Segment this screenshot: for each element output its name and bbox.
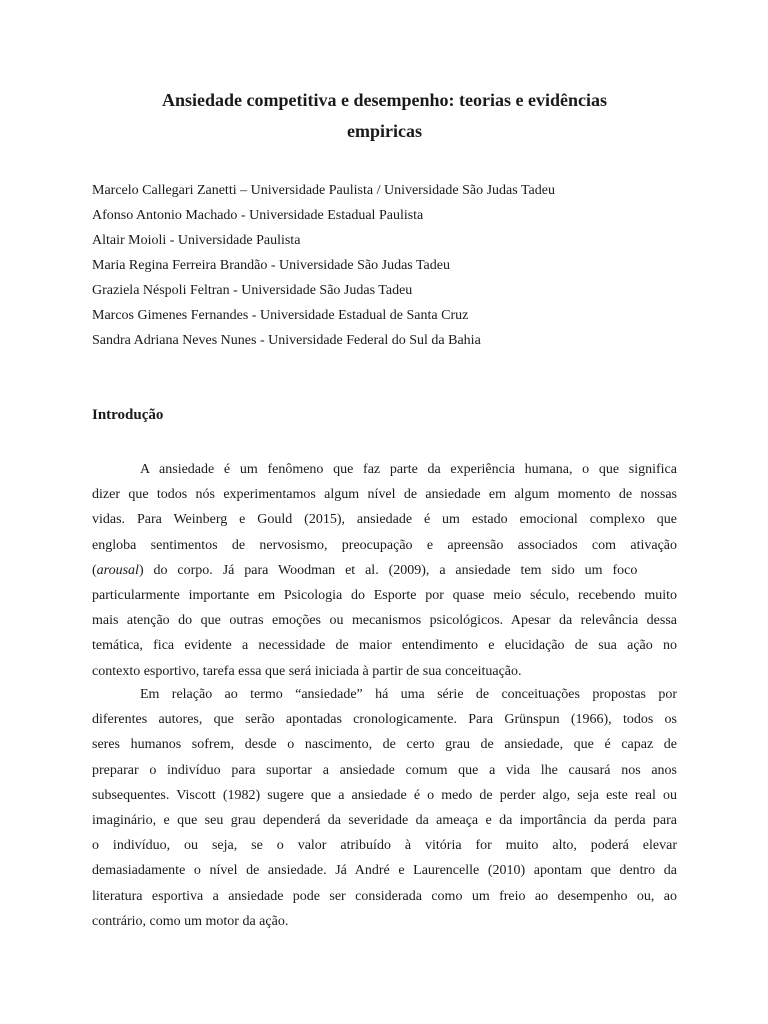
author-line: Altair Moioli - Universidade Paulista	[92, 233, 301, 248]
paragraph-line-mixed	[92, 558, 677, 583]
paragraph-line: diferentes autores, que serão apontadas cronologicamente. Para Grünspun (1966), todos os	[92, 712, 677, 728]
open-paren: (	[92, 562, 97, 578]
paper-title: Ansiedade competitiva e desempenho: teorias e evidências	[162, 90, 607, 110]
paragraph-line: dizer que todos nós experimentamos algum nível de ansiedade em algum momento de nossas	[92, 487, 677, 503]
paragraph-line: particularmente importante em Psicologia do Esporte por quase meio século, recebendo muito	[92, 587, 677, 603]
paragraph-line: literatura esportiva a ansiedade pode ser considerada como um freio ao desempenho ou, ao	[92, 888, 677, 904]
paragraph-line-rest: ) do corpo. Já para Woodman et al. (2009), a ansiedade tem sido um foco	[138, 562, 638, 578]
paragraph-line: engloba sentimentos de nervosismo, preocupação e apreensão associados com ativação	[92, 537, 677, 553]
paragraph-line: demasiadamente o nível de ansiedade. Já André e Laurencelle (2010) apontam que dentro da	[92, 863, 677, 879]
paragraph-line: A ansiedade é um fenômeno que faz parte da experiência humana, o que significa	[140, 462, 677, 477]
author-line: Marcos Gimenes Fernandes - Universidade Estadual de Santa Cruz	[92, 308, 469, 323]
paper-title-continuation: empiricas	[347, 121, 422, 141]
paragraph-line: temática, fica evidente a necessidade de maior entendimento e elucidação de sua ação no	[92, 638, 677, 654]
author-list	[92, 178, 692, 353]
author-line: Maria Regina Ferreira Brandão - Universidade São Judas Tadeu	[92, 258, 450, 273]
paragraph-line: subsequentes. Viscott (1982) sugere que a ansiedade é o medo de perder algo, seja este real ou	[92, 787, 677, 803]
paragraph-line: imaginário, e que seu grau dependerá da severidade da ameaça e da importância da perda para	[92, 812, 677, 828]
paragraph-line: o indivíduo, ou seja, se o valor atribuído à vitória for muito alto, poderá elevar	[92, 838, 677, 854]
italic-term-arousal: arousal	[96, 562, 139, 578]
paragraph-line: vidas. Para Weinberg e Gould (2015), ansiedade é um estado emocional complexo que	[92, 512, 677, 528]
author-line: Marcelo Callegari Zanetti – Universidade Paulista / Universidade São Judas Tadeu	[92, 183, 555, 198]
paragraph-line: preparar o indivíduo para suportar a ansiedade comum que a vida lhe causará nos anos	[92, 762, 677, 778]
paragraph-line: contexto esportivo, tarefa essa que será iniciada à partir de sua conceituação.	[92, 663, 522, 679]
introduction-paragraph-2	[92, 682, 677, 934]
author-line: Sandra Adriana Neves Nunes - Universidade Federal do Sul da Bahia	[92, 333, 481, 348]
introduction-paragraph-1	[92, 457, 677, 684]
author-line: Afonso Antonio Machado - Universidade Estadual Paulista	[92, 208, 424, 223]
paragraph-line: contrário, como um motor da ação.	[92, 913, 289, 929]
paragraph-line: mais atenção do que outras emoções ou mecanismos psicológicos. Apesar da relevância dessa	[92, 613, 677, 629]
paragraph-line: seres humanos sofrem, desde o nascimento, de certo grau de ansiedade, que é capaz de	[92, 737, 677, 753]
paragraph-line: Em relação ao termo “ansiedade” há uma série de conceituações propostas por	[140, 687, 677, 702]
section-heading-introduction: Introdução	[92, 407, 164, 423]
author-line: Graziela Néspoli Feltran - Universidade São Judas Tadeu	[92, 283, 413, 298]
